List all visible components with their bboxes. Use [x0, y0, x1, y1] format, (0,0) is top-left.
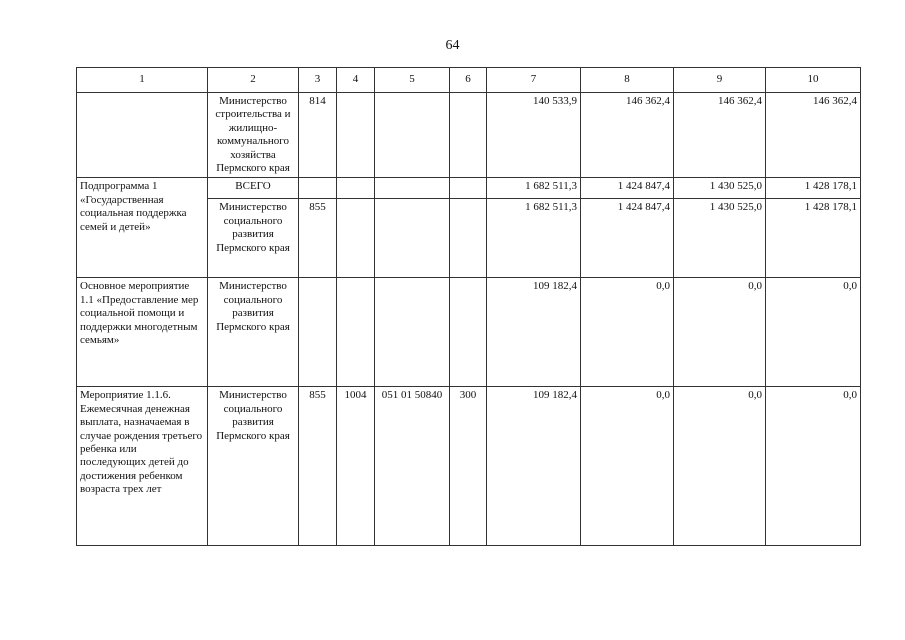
amount-cell: 109 182,4 — [487, 387, 581, 546]
program-name-cell: Основное мероприятие 1.1 «Предоставление мер социальной помощи и поддержки многодетным семьям» — [77, 278, 208, 387]
header-cell: 8 — [581, 68, 674, 93]
code-cell — [337, 199, 375, 278]
amount-cell: 0,0 — [581, 278, 674, 387]
code-cell — [375, 178, 450, 199]
budget-table — [76, 67, 861, 546]
amount-cell: 0,0 — [581, 387, 674, 546]
code-cell — [450, 278, 487, 387]
amount-cell: 1 430 525,0 — [674, 199, 766, 278]
header-cell: 9 — [674, 68, 766, 93]
amount-cell: 0,0 — [766, 387, 861, 546]
amount-cell: 0,0 — [674, 387, 766, 546]
header-cell: 1 — [77, 68, 208, 93]
header-cell: 6 — [450, 68, 487, 93]
organization-cell: Министерство социального развития Пермского края — [208, 199, 299, 278]
amount-cell: 0,0 — [766, 278, 861, 387]
header-cell: 5 — [375, 68, 450, 93]
table-row — [77, 178, 861, 199]
code-cell — [299, 278, 337, 387]
program-name-cell: Подпрограмма 1 «Государственная социальная поддержка семей и детей» — [77, 178, 208, 278]
amount-cell: 1 430 525,0 — [674, 178, 766, 199]
amount-cell: 109 182,4 — [487, 278, 581, 387]
organization-cell: Министерство социального развития Пермского края — [208, 278, 299, 387]
organization-cell: Министерство социального развития Пермского края — [208, 387, 299, 546]
amount-cell: 1 424 847,4 — [581, 178, 674, 199]
code-cell — [450, 93, 487, 178]
header-cell: 7 — [487, 68, 581, 93]
amount-cell: 0,0 — [674, 278, 766, 387]
code-cell — [450, 199, 487, 278]
code-cell — [337, 93, 375, 178]
code-cell — [375, 93, 450, 178]
amount-cell: 1 428 178,1 — [766, 199, 861, 278]
header-cell: 10 — [766, 68, 861, 93]
table-row — [77, 387, 861, 546]
header-cell: 2 — [208, 68, 299, 93]
code-cell: 814 — [299, 93, 337, 178]
code-cell: 300 — [450, 387, 487, 546]
page-number: 64 — [445, 38, 460, 53]
code-cell — [375, 278, 450, 387]
amount-cell: 146 362,4 — [581, 93, 674, 178]
organization-cell: Министерство строительства и жилищно-коммунального хозяйства Пермского края — [208, 93, 299, 178]
amount-cell: 140 533,9 — [487, 93, 581, 178]
organization-cell: ВСЕГО — [208, 178, 299, 199]
program-name-cell — [77, 93, 208, 178]
amount-cell: 1 682 511,3 — [487, 178, 581, 199]
amount-cell: 146 362,4 — [766, 93, 861, 178]
code-cell: 855 — [299, 387, 337, 546]
code-cell — [337, 278, 375, 387]
code-cell — [375, 199, 450, 278]
amount-cell: 1 682 511,3 — [487, 199, 581, 278]
code-cell: 051 01 50840 — [375, 387, 450, 546]
table-row — [77, 278, 861, 387]
code-cell: 1004 — [337, 387, 375, 546]
code-cell — [337, 178, 375, 199]
code-cell — [299, 178, 337, 199]
header-cell: 3 — [299, 68, 337, 93]
amount-cell: 1 424 847,4 — [581, 199, 674, 278]
table-row — [77, 93, 861, 178]
code-cell: 855 — [299, 199, 337, 278]
header-row — [77, 68, 861, 93]
amount-cell: 1 428 178,1 — [766, 178, 861, 199]
amount-cell: 146 362,4 — [674, 93, 766, 178]
header-cell: 4 — [337, 68, 375, 93]
code-cell — [450, 178, 487, 199]
program-name-cell: Мероприятие 1.1.6. Ежемесячная денежная выплата, назначаемая в случае рождения третьего ребенка или последующих детей до достижения ребенком возраста трех лет — [77, 387, 208, 546]
